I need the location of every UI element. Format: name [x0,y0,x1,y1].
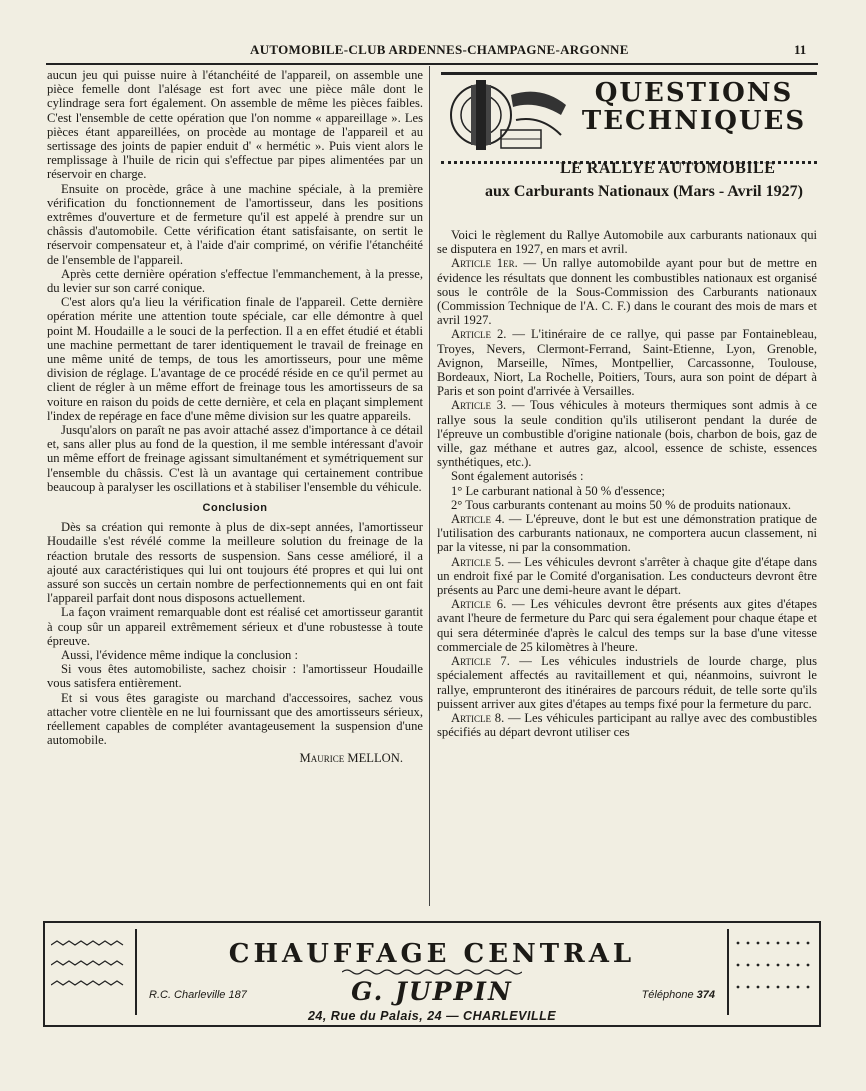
article-text: — L'itinéraire de ce rallye, qui passe par Fontainebleau, Troyes, Nevers, Clermont-Ferrand, Saint-Etienne, Lyon, Grenoble, Avignon, Marseille, Nîmes, Montpellier, Carcassonne, Toulouse, Bordeaux, Niort, La Rochelle, Poitiers, Tours, aura son point de départ à Paris et son point d'arrivée à Versailles. [437,327,817,399]
body-paragraph: aucun jeu qui puisse nuire à l'étanchéité de l'appareil, on assemble une pièce femelle dont l'alésage est fort avec une pièce mâle dont le cylindrage sera fort également. On assemble de même les pièces faibles. C'est l'ensemble de cette opération que l'on nomme « appareillage ». Les pièces étant appareillées, on procède au montage de l'appareil et au sertissage des joints de papier enduit d' « hermétic ». Puis vient alors le remplissage à l'huile de ricin qui s'effectue par pipes alimentées par un réservoir en charge. [47,68,423,182]
ad-title: CHAUFFAGE CENTRAL [228,939,636,969]
banner-title [571,79,817,135]
article-label: Article 2. [451,327,507,342]
left-column [47,68,423,766]
header-rule [46,63,818,65]
body-paragraph: Jusqu'alors on paraît ne pas avoir attaché assez d'importance à ce détail et, sans aller plus au fond de la question, il me semble intéressant d'avoir un même effort de freinage agissant simultanément et symétriquement sur l'ensemble du châssis. C'est là un avantage qui certainement contribue beaucoup à paralyser les oscillations et à stabiliser l'ensemble du véhicule. [47,423,423,494]
articles-4-8 [437,512,817,739]
conclusion-paragraph: Si vous êtes automobiliste, sachez choisir : l'amortisseur Houdaille vous satisfera entièrement. [47,662,423,691]
page-number: 11 [794,42,807,57]
body-paragraph: C'est alors qu'a lieu la vérification finale de l'appareil. Cette dernière opération mérite une attention toute spéciale, car elle démontre à quel point M. Houdaille a le souci de la perfection. Il a en effet étudié et établi une machine permettant de tarer identiquement le travail de freinage en une même unité de temps, de tous les amortisseurs, pour une même division de réglage. L'avantage de ce procédé réside en ce qu'il permet au client de régler à un même effort de freinage tous les amortisseurs de sa voiture en raison du poids de cette dernière, et cela en plaçant simplement l'index de repérage en face d'une même division sur les quatre appareils. [47,295,423,423]
ad-registration: R.C. Charleville 187 [149,989,247,1001]
banner-title-line2: TECHNIQUES [581,106,807,136]
article-label: Article 5. [451,554,505,569]
article-label: Article 6. [451,597,507,612]
engine-illustration [441,75,571,161]
body-paragraph: Après cette dernière opération s'effectue l'emmanchement, à la presse, du levier sur son carré conique. [47,266,423,296]
article-paragraph [437,597,817,654]
article-text: — Les véhicules participant au rallye avec des combustibles spécifiés au départ devront utiliser ces [437,710,817,740]
ad-company-name: G. JUPPIN [351,977,513,1006]
article-text: — Les véhicules devront s'arrêter à chaque gite d'étape dans un endroit fixé par le Comité d'organisation. Les conducteurs devront être présents au Parc une demi-heure avant le départ. [437,554,817,598]
rallye-intro: Voici le règlement du Rallye Automobile aux carburants nationaux qui se disputera en 1927, en mars et avril. [437,228,817,257]
article-paragraph [437,256,817,327]
article-text: — Un rallye automobilde ayant pour but de mettre en évidence les résultats que donnent les combustibles nationaux est organisé sous le contrôle de la Sous-Commission des Carburants nationaux (Commission Technique de l'A. C. F.) dans le courant des mois de mars et avril 1927. [437,256,817,328]
banner-title-line1: QUESTIONS [594,78,794,108]
article-text: — Les véhicules devront être présents aux gites d'étapes avant l'heure de fermeture du Parc qui sera également pour chaque étape et qui sera déterminée d'après le calcul des temps sur la base d'une vitesse commerciale de 25 kilomètres à l'heure. [437,597,817,654]
juppin-advertisement [43,921,821,1027]
article-label: Article 3. [451,398,507,413]
article-paragraph [437,398,817,469]
right-column [437,228,817,739]
article-paragraph [437,711,817,739]
article-paragraph [437,555,817,598]
ad-telephone-label: Téléphone [641,989,694,1001]
author-signature: Maurice MELLON. [299,751,403,766]
article-label: Article 8. [451,710,505,725]
article-paragraph [437,327,817,398]
ad-center-panel [135,929,729,1023]
rallye-title: LE RALLYE AUTOMOBILE [560,160,776,177]
running-title: AUTOMOBILE-CLUB ARDENNES-CHAMPAGNE-ARGONNE [250,42,629,57]
rallye-subtitle: aux Carburants Nationaux (Mars - Avril 1927) [485,183,803,200]
article-label: Article 7. [451,654,510,669]
ad-divider-ornament [342,968,522,976]
ad-right-ornament [733,935,813,1005]
conclusion-paragraph: Et si vous êtes garagiste ou marchand d'accessoires, sachez vous attacher votre clientèle en ne lui fournissant que des amortisseurs sérieux, réellement capables de compléter avantageusement la suspension d'une automobile. [47,690,423,748]
questions-techniques-banner [441,72,817,164]
article-label: Article 4. [451,512,505,527]
article-text: — L'épreuve, dont le but est une démonstration pratique de l'utilisation des carburants nationaux, ne comportera aucun classement, ni par la vitesse, ni par la consommation. [437,512,817,555]
conclusion-paragraph: Aussi, l'évidence même indique la conclusion : [61,647,298,662]
body-paragraph: Ensuite on procède, grâce à une machine spéciale, à la première vérification du fonctionnement de l'amortisseur, dans les positions extrêmes d'ouverture et de fermeture qu'il est appelé à prendre sur un châssis d'automobile. Cette vérification étant satisfaisante, on sertit le réservoir compensateur et, à l'aide d'air comprimé, on vérifie l'étanchéité de l'ensemble de l'appareil. [47,181,423,267]
article-label: Article 1er. [451,256,518,271]
admitted-item: 2° Tous carburants contenant au moins 50 % de produits nationaux. [451,497,792,512]
ad-left-ornament [51,935,131,1005]
ad-telephone-number: 374 [696,989,715,1001]
article-text: — Tous véhicules à moteurs thermiques sont admis à ce rallye sous la seule condition qu'ils utiliseront pendant la durée de l'épreuve un combustible d'origine nationale (bois, charbon de bois, gaz de ville, gaz méthane et autres gaz, alcool, essence de schiste, essences synthétiques, etc.). [437,398,817,470]
conclusion-paragraph: La façon vraiment remarquable dont est réalisé cet amortisseur garantit à coup sûr un appareil extrêmement sérieux et d'une robustesse à toute épreuve. [47,605,423,648]
conclusion-paragraph: Dès sa création qui remonte à plus de dix-sept années, l'amortisseur Houdaille s'est révélé comme la meilleure solution du freinage de la réaction brutale des ressorts de suspension. Sans cesse amélioré, il a ajouté aux caractéristiques qui lui ont toujours été propres et qui lui ont assuré son succès un certain nombre de perfectionnements qui en ont fait l'appareil parfait dont nous disposons actuellement. [47,520,423,606]
article-paragraph [437,654,817,711]
article-paragraph [437,512,817,555]
conclusion-paragraphs [47,520,423,747]
conclusion-heading: Conclusion [202,502,268,515]
admitted-item: 1° Le carburant national à 50 % d'essence; [451,483,665,498]
admitted-items [437,484,817,512]
article-text: — Les véhicules industriels de lourde charge, plus spécialement affectés au ravitaillement et qui, néanmoins, suivront le rallye, emprunteront des itinéraires de parcours réduit, de telle sorte qu'ils puissent arriver aux gites d'étapes au temps fixé pour la fermeture du parc. [437,654,817,711]
articles-1-3 [437,256,817,469]
column-divider [429,66,430,906]
admitted-heading: Sont également autorisés : [451,469,584,484]
left-paragraphs [47,68,423,494]
ad-telephone [642,989,715,1001]
ad-address: 24, Rue du Palais, 24 — CHARLEVILLE [307,1009,557,1023]
